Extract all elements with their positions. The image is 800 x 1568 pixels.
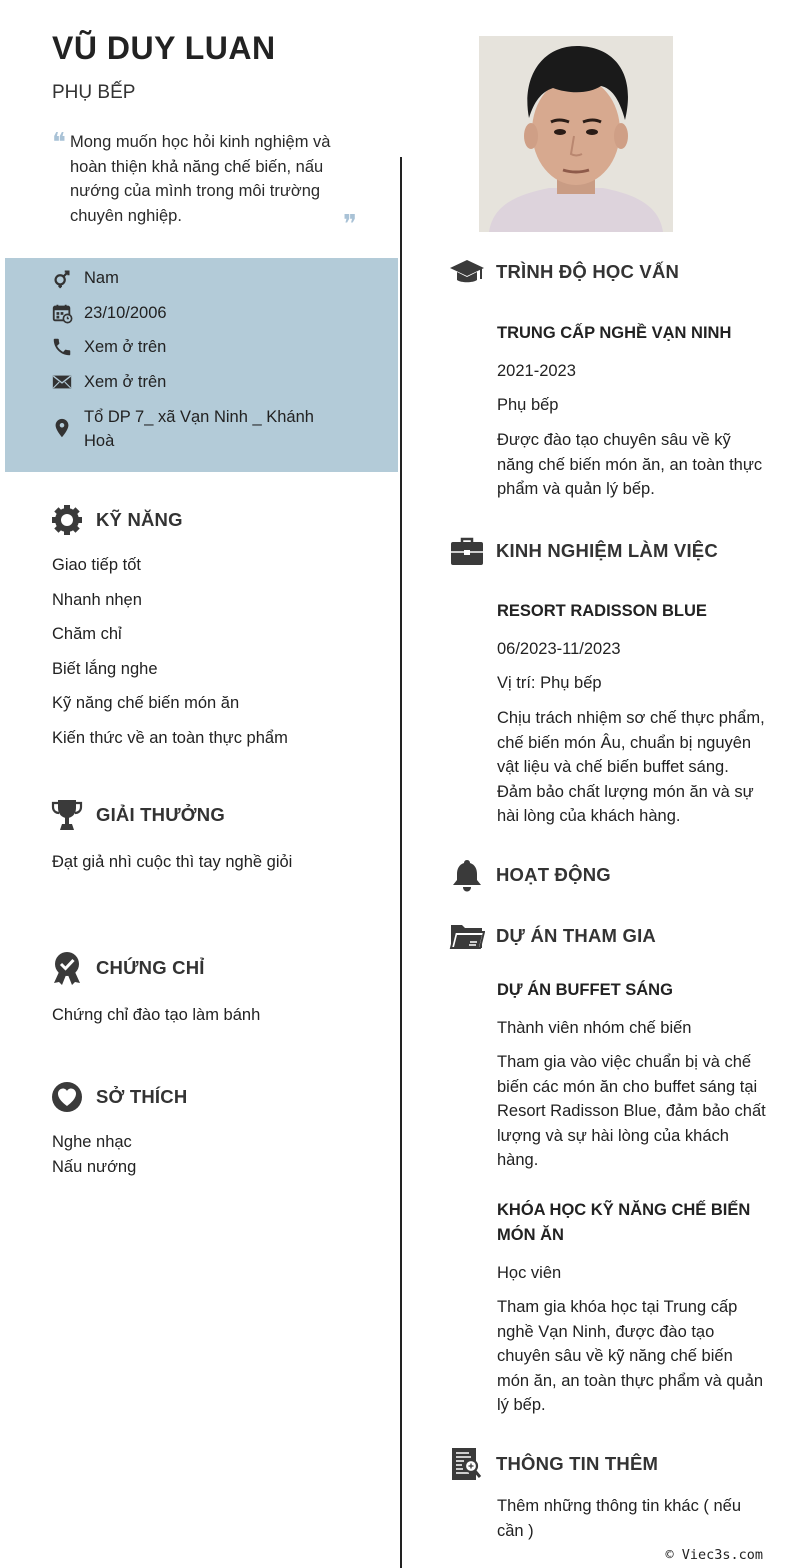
skill-item: Giao tiếp tốt — [52, 556, 141, 574]
experience-description: Chịu trách nhiệm sơ chế thực phẩm, chế biến món Âu, chuẩn bị nguyên vật liệu và chế biến buffet sáng. Đảm bảo chất lượng món ăn và sự hài lòng của khách hàng. — [497, 709, 765, 825]
email-value: Xem ở trên — [84, 373, 167, 391]
experience-title-text: KINH NGHIỆM LÀM VIỆC — [496, 540, 718, 561]
skill-item: Nhanh nhẹn — [52, 590, 142, 609]
additional-info-text: Thêm những thông tin khác ( nếu cần ) — [497, 1497, 742, 1540]
contact-phone — [51, 335, 331, 359]
education-years: 2021-2023 — [497, 362, 576, 380]
certificates-title-text: CHỨNG CHỈ — [96, 957, 205, 978]
column-divider — [400, 157, 402, 1568]
education-description: Được đào tạo chuyên sâu về kỹ năng chế biến món ăn, an toàn thực phẩm và quản lý bếp. — [497, 431, 763, 498]
awards-title-text: GIẢI THƯỞNG — [96, 804, 225, 825]
education-title-text: TRÌNH ĐỘ HỌC VẤN — [496, 261, 680, 282]
hobbies-list — [52, 1130, 136, 1180]
contact-address — [51, 405, 331, 453]
project-description: Tham gia vào việc chuẩn bị và chế biến các món ăn cho buffet sáng tại Resort Radisson Blue, đảm bảo chất lượng và sự hài lòng của khách hàng. — [497, 1053, 766, 1169]
address-value: Tổ DP 7_ xã Vạn Ninh _ Khánh Hoà — [84, 408, 314, 450]
projects-title-text: DỰ ÁN THAM GIA — [496, 925, 656, 946]
watermark-text: © Viec3s.com — [665, 1547, 763, 1563]
education-major: Phụ bếp — [497, 396, 559, 414]
birthday-value: 23/10/2006 — [84, 304, 167, 322]
skills-list — [52, 553, 288, 761]
candidate-name: VŨ DUY LUAN — [52, 30, 276, 66]
bell-icon — [449, 857, 485, 893]
certificate-item: Chứng chỉ đào tạo làm bánh — [52, 1006, 261, 1024]
phone-icon — [51, 336, 73, 358]
graduation-cap-icon — [449, 254, 485, 290]
project-role: Thành viên nhóm chế biến — [497, 1019, 692, 1037]
heart-icon — [49, 1079, 85, 1115]
project-description: Tham gia khóa học tại Trung cấp nghề Vạn Ninh, được đào tạo chuyên sâu về kỹ năng chế biến món ăn, an toàn thực phẩm và quản lý bếp. — [497, 1298, 764, 1414]
experience-section-title — [449, 533, 718, 569]
additional-info-section-title — [449, 1446, 658, 1482]
phone-value: Xem ở trên — [84, 338, 167, 356]
contact-info-panel — [5, 258, 398, 472]
award-item: Đạt giả nhì cuộc thì tay nghề giỏi — [52, 853, 293, 871]
contact-gender — [51, 266, 331, 290]
gear-icon — [49, 502, 85, 538]
hobby-item: Nghe nhạc — [52, 1133, 132, 1151]
certificate-badge-icon — [49, 950, 85, 986]
activities-title-text: HOẠT ĐỘNG — [496, 864, 611, 885]
project-name: DỰ ÁN BUFFET SÁNG — [497, 981, 673, 999]
awards-section-title — [49, 797, 225, 833]
experience-period: 06/2023-11/2023 — [497, 640, 621, 658]
additional-info-title-text: THÔNG TIN THÊM — [496, 1453, 659, 1474]
open-quote-icon: ❝ — [52, 128, 66, 158]
skill-item: Biết lắng nghe — [52, 659, 158, 678]
skill-item: Kỹ năng chế biến món ăn — [52, 694, 240, 713]
skill-item: Chăm chỉ — [52, 625, 122, 644]
calendar-icon — [51, 302, 73, 324]
contact-email — [51, 370, 331, 394]
close-quote-icon: ❞ — [343, 210, 357, 240]
project-name: KHÓA HỌC KỸ NĂNG CHẾ BIẾN MÓN ĂN — [497, 1201, 751, 1244]
profile-photo — [479, 36, 673, 232]
profile-portrait-image — [479, 36, 673, 232]
briefcase-icon — [449, 533, 485, 569]
skills-title-text: KỸ NĂNG — [96, 509, 183, 530]
location-pin-icon — [51, 417, 73, 439]
skill-item: Kiến thức về an toàn thực phẩm — [52, 728, 288, 747]
job-title: PHỤ BẾP — [52, 82, 136, 103]
gender-value: Nam — [84, 269, 119, 287]
education-section-title — [449, 254, 679, 290]
contact-birthday — [51, 301, 331, 325]
career-objective: Mong muốn học hỏi kinh nghiệm và hoàn thiện khả năng chế biến, nấu nướng của mình trong môi trường chuyên nghiệp. — [70, 133, 331, 225]
experience-position: Vị trí: Phụ bếp — [497, 674, 602, 692]
education-school: TRUNG CẤP NGHỀ VẠN NINH — [497, 324, 732, 342]
hobbies-section-title — [49, 1079, 187, 1115]
email-icon — [51, 371, 73, 393]
hobby-item: Nấu nướng — [52, 1158, 137, 1176]
hobbies-title-text: SỞ THÍCH — [96, 1086, 188, 1107]
skills-section-title — [49, 502, 183, 538]
certificates-section-title — [49, 950, 205, 986]
folder-icon — [449, 918, 485, 954]
activities-section-title — [449, 857, 611, 893]
experience-company: RESORT RADISSON BLUE — [497, 602, 707, 620]
projects-section-title — [449, 918, 656, 954]
trophy-icon — [49, 797, 85, 833]
document-search-icon — [449, 1446, 485, 1482]
project-role: Học viên — [497, 1264, 562, 1282]
gender-icon — [51, 267, 73, 289]
